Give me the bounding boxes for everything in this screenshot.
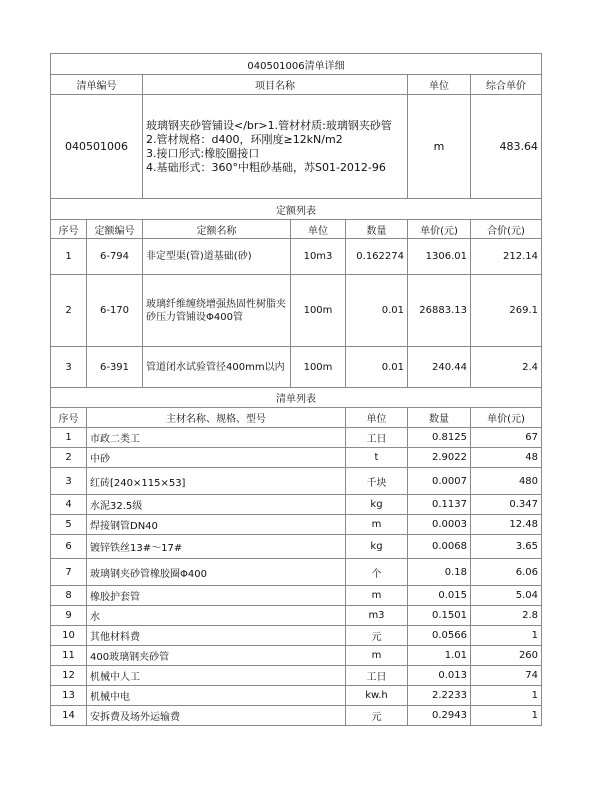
quota-total: 212.14 xyxy=(471,239,542,275)
material-unit: 工日 xyxy=(346,666,408,686)
quota-header-code: 定额编号 xyxy=(87,220,143,239)
material-price: 74 xyxy=(471,666,542,686)
material-qty: 0.0007 xyxy=(408,468,471,495)
material-price: 480 xyxy=(471,468,542,495)
material-unit: m xyxy=(346,586,408,606)
quota-code: 6-794 xyxy=(87,239,143,275)
material-row xyxy=(51,586,542,606)
material-price: 2.8 xyxy=(471,606,542,626)
quota-name: 管道闭水试验管径400mm以内 xyxy=(143,347,291,388)
quota-row xyxy=(51,239,542,275)
material-price: 1 xyxy=(471,626,542,646)
material-qty: 0.013 xyxy=(408,666,471,686)
quota-header-price: 单价(元) xyxy=(408,220,471,239)
material-price: 260 xyxy=(471,646,542,666)
summary-name-line: 玻璃钢夹砂管铺设</br>1.管材材质:玻璃钢夹砂管 xyxy=(146,118,392,132)
material-no: 1 xyxy=(51,428,87,448)
material-qty: 2.9022 xyxy=(408,448,471,468)
material-row xyxy=(51,495,542,515)
material-name: 市政二类工 xyxy=(87,428,346,448)
quota-qty: 0.01 xyxy=(346,347,408,388)
material-unit: m xyxy=(346,515,408,535)
material-unit: 千块 xyxy=(346,468,408,495)
material-unit: 个 xyxy=(346,559,408,586)
material-no: 2 xyxy=(51,448,87,468)
material-row xyxy=(51,686,542,706)
quota-header-no: 序号 xyxy=(51,220,87,239)
material-name: 玻璃钢夹砂管橡胶圈Φ400 xyxy=(87,559,346,586)
material-no: 10 xyxy=(51,626,87,646)
material-name: 其他材料费 xyxy=(87,626,346,646)
bill-detail-table xyxy=(50,53,542,726)
material-price: 48 xyxy=(471,448,542,468)
material-row xyxy=(51,666,542,686)
summary-name-line: 2.管材规格：d400，环刚度≥12kN/m2 xyxy=(146,132,343,146)
material-price: 0.347 xyxy=(471,495,542,515)
materials-header-qty: 数量 xyxy=(408,408,471,428)
summary-name-line: 3.接口形式:橡胶圈接口 xyxy=(146,146,260,160)
quota-no: 1 xyxy=(51,239,87,275)
material-qty: 0.0566 xyxy=(408,626,471,646)
material-name: 安拆费及场外运输费 xyxy=(87,706,346,726)
material-qty: 0.0003 xyxy=(408,515,471,535)
material-name: 中砂 xyxy=(87,448,346,468)
materials-header-unit: 单位 xyxy=(346,408,408,428)
material-no: 13 xyxy=(51,686,87,706)
summary-unit: m xyxy=(408,95,471,199)
quota-price: 240.44 xyxy=(408,347,471,388)
quota-code: 6-170 xyxy=(87,275,143,347)
quota-unit: 10m3 xyxy=(291,239,346,275)
summary-name-line: 4.基础形式：360°中粗砂基础，苏S01-2012-96 xyxy=(146,160,386,174)
material-no: 8 xyxy=(51,586,87,606)
material-qty: 0.1137 xyxy=(408,495,471,515)
material-name: 镀锌铁丝13#～17# xyxy=(87,535,346,559)
material-unit: kg xyxy=(346,535,408,559)
material-price: 1 xyxy=(471,686,542,706)
quota-row xyxy=(51,275,542,347)
materials-header-name: 主材名称、规格、型号 xyxy=(87,408,346,428)
quota-qty: 0.01 xyxy=(346,275,408,347)
summary-name xyxy=(143,95,408,199)
material-unit: kw.h xyxy=(346,686,408,706)
material-unit: m xyxy=(346,646,408,666)
material-unit: 工日 xyxy=(346,428,408,448)
quota-name: 玻璃纤维缠绕增强热固性树脂夹砂压力管铺设Φ400管 xyxy=(143,275,291,347)
material-row xyxy=(51,448,542,468)
quota-header-unit: 单位 xyxy=(291,220,346,239)
quota-code: 6-391 xyxy=(87,347,143,388)
material-price: 1 xyxy=(471,706,542,726)
material-name: 水泥32.5级 xyxy=(87,495,346,515)
quota-price: 26883.13 xyxy=(408,275,471,347)
material-row xyxy=(51,468,542,495)
summary-header-unit: 单位 xyxy=(408,75,471,95)
material-row xyxy=(51,626,542,646)
material-unit: 元 xyxy=(346,626,408,646)
material-price: 6.06 xyxy=(471,559,542,586)
material-no: 14 xyxy=(51,706,87,726)
material-no: 6 xyxy=(51,535,87,559)
material-no: 9 xyxy=(51,606,87,626)
material-unit: m3 xyxy=(346,606,408,626)
quota-qty: 0.162274 xyxy=(346,239,408,275)
summary-code: 040501006 xyxy=(51,95,143,199)
material-row xyxy=(51,706,542,726)
material-name: 焊接钢管DN40 xyxy=(87,515,346,535)
material-no: 12 xyxy=(51,666,87,686)
materials-header-no: 序号 xyxy=(51,408,87,428)
quota-total: 2.4 xyxy=(471,347,542,388)
quota-unit: 100m xyxy=(291,275,346,347)
materials-header-price: 单价(元) xyxy=(471,408,542,428)
quota-header-name: 定额名称 xyxy=(143,220,291,239)
material-row xyxy=(51,428,542,448)
material-price: 67 xyxy=(471,428,542,448)
summary-header-price: 综合单价 xyxy=(471,75,542,95)
material-name: 400玻璃钢夹砂管 xyxy=(87,646,346,666)
table-title: 040501006清单详细 xyxy=(51,54,542,75)
quota-total: 269.1 xyxy=(471,275,542,347)
quota-header-qty: 数量 xyxy=(346,220,408,239)
material-no: 11 xyxy=(51,646,87,666)
quota-section-title: 定额列表 xyxy=(51,199,542,220)
quota-header-total: 合价(元) xyxy=(471,220,542,239)
quota-unit: 100m xyxy=(291,347,346,388)
material-name: 水 xyxy=(87,606,346,626)
material-row xyxy=(51,559,542,586)
quota-name: 非定型渠(管)道基础(砂) xyxy=(143,239,291,275)
material-qty: 0.18 xyxy=(408,559,471,586)
material-name: 机械中人工 xyxy=(87,666,346,686)
material-no: 7 xyxy=(51,559,87,586)
material-row xyxy=(51,535,542,559)
material-price: 5.04 xyxy=(471,586,542,606)
material-unit: 元 xyxy=(346,706,408,726)
material-price: 12.48 xyxy=(471,515,542,535)
material-row xyxy=(51,646,542,666)
material-no: 4 xyxy=(51,495,87,515)
summary-price: 483.64 xyxy=(471,95,542,199)
material-name: 橡胶护套管 xyxy=(87,586,346,606)
material-no: 3 xyxy=(51,468,87,495)
quota-row xyxy=(51,347,542,388)
material-name: 机械中电 xyxy=(87,686,346,706)
quota-no: 2 xyxy=(51,275,87,347)
material-qty: 0.1501 xyxy=(408,606,471,626)
material-row xyxy=(51,515,542,535)
material-qty: 1.01 xyxy=(408,646,471,666)
summary-header-code: 清单编号 xyxy=(51,75,143,95)
material-qty: 0.0068 xyxy=(408,535,471,559)
material-price: 3.65 xyxy=(471,535,542,559)
material-qty: 0.8125 xyxy=(408,428,471,448)
material-qty: 0.015 xyxy=(408,586,471,606)
material-no: 5 xyxy=(51,515,87,535)
quota-no: 3 xyxy=(51,347,87,388)
material-unit: t xyxy=(346,448,408,468)
material-qty: 2.2233 xyxy=(408,686,471,706)
materials-section-title: 清单列表 xyxy=(51,388,542,408)
material-row xyxy=(51,606,542,626)
material-unit: kg xyxy=(346,495,408,515)
material-qty: 0.2943 xyxy=(408,706,471,726)
quota-price: 1306.01 xyxy=(408,239,471,275)
summary-header-name: 项目名称 xyxy=(143,75,408,95)
material-name: 红砖[240×115×53] xyxy=(87,468,346,495)
